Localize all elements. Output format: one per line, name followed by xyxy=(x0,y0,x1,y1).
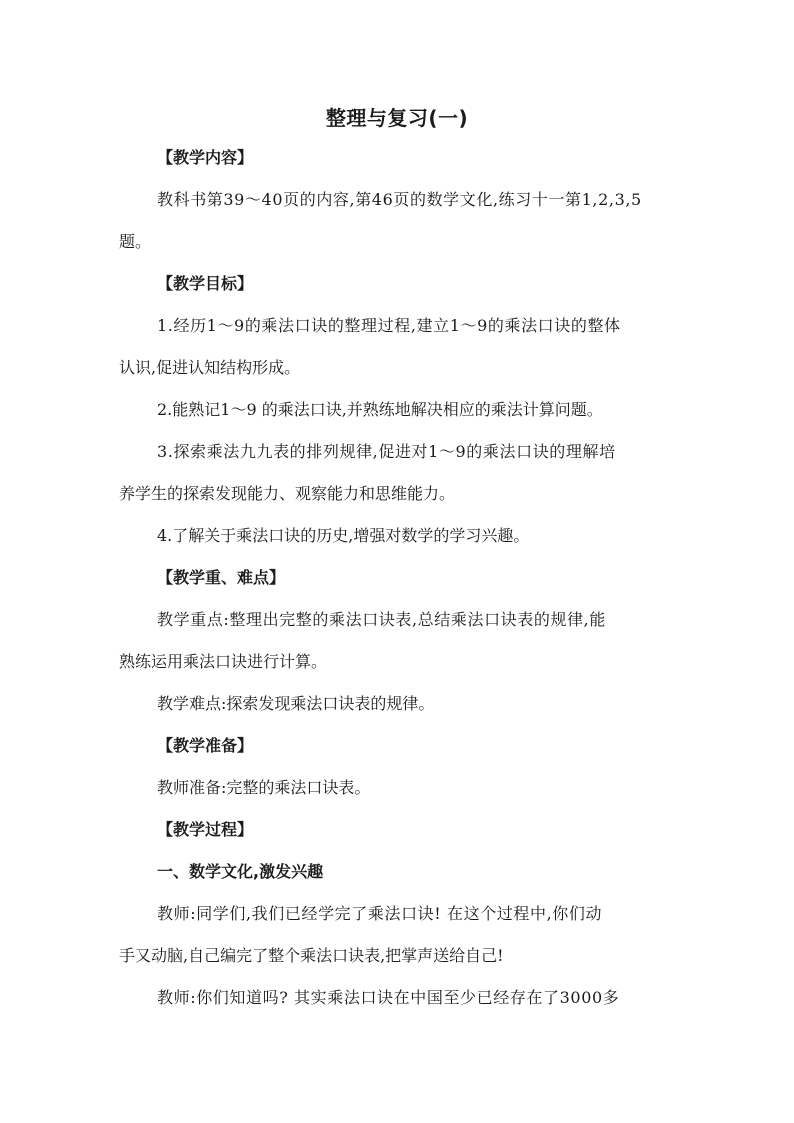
paragraph-content-line: 教科书第39～40页的内容,第46页的数学文化,练习十一第1,2,3,5 xyxy=(157,190,642,209)
paragraph-preparation: 教师准备:完整的乘法口诀表。 xyxy=(157,778,371,797)
paragraph-key-point: 教学重点:整理出完整的乘法口诀表,总结乘法口诀表的规律,能 xyxy=(157,610,606,629)
goal-item: 4.了解关于乘法口诀的历史,增强对数学的学习兴趣。 xyxy=(157,526,530,545)
goal-item: 3.探索乘法九九表的排列规律,促进对1～9的乘法口诀的理解培 xyxy=(157,442,616,461)
subsection-heading-step1: 一、数学文化,激发兴趣 xyxy=(157,862,324,881)
paragraph-teacher: 手又动脑,自己编完了整个乘法口诀表,把掌声送给自己! xyxy=(119,946,504,965)
page-title: 整理与复习(一) xyxy=(325,106,469,130)
paragraph-teacher: 教师:同学们,我们已经学完了乘法口诀! 在这个过程中,你们动 xyxy=(157,904,603,923)
section-heading-preparation: 【教学准备】 xyxy=(157,736,254,755)
goal-item: 认识,促进认知结构形成。 xyxy=(119,358,301,377)
goal-item: 1.经历1～9的乘法口诀的整理过程,建立1～9的乘法口诀的整体 xyxy=(157,316,621,335)
paragraph-key-point: 熟练运用乘法口诀进行计算。 xyxy=(119,652,328,671)
section-heading-process: 【教学过程】 xyxy=(157,820,254,839)
paragraph-teacher: 教师:你们知道吗? 其实乘法口诀在中国至少已经存在了3000多 xyxy=(157,988,620,1007)
section-heading-goals: 【教学目标】 xyxy=(157,274,254,293)
goal-item: 2.能熟记1～9 的乘法口诀,并熟练地解决相应的乘法计算问题。 xyxy=(157,400,603,419)
paragraph-content-line: 题。 xyxy=(119,232,152,251)
paragraph-difficulty: 教学难点:探索发现乘法口诀表的规律。 xyxy=(157,694,435,713)
section-heading-content: 【教学内容】 xyxy=(157,148,254,167)
goal-item: 养学生的探索发现能力、观察能力和思维能力。 xyxy=(119,484,456,503)
section-heading-key-points: 【教学重、难点】 xyxy=(157,568,286,587)
